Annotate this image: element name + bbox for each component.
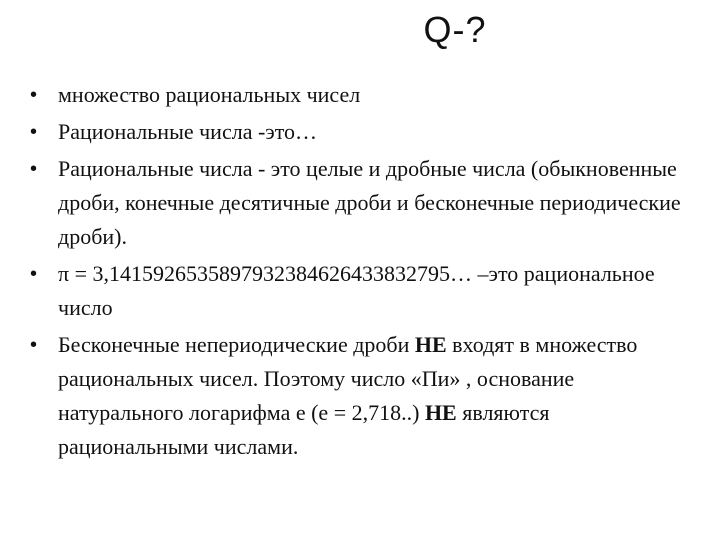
emphasis-not: НЕ (414, 332, 447, 357)
bullet-list (30, 78, 690, 464)
bullet-text-part: Бесконечные непериодические дроби (58, 332, 415, 357)
bullet-icon: • (30, 121, 38, 143)
bullet-item-2 (30, 115, 690, 149)
bullet-text-part: являются рациональными числами. (58, 400, 550, 459)
bullet-item-5 (30, 328, 690, 464)
emphasis-not: НЕ (424, 400, 457, 425)
bullet-item-1 (30, 78, 690, 112)
bullet-icon: • (30, 334, 38, 356)
bullet-item-3 (30, 152, 690, 254)
slide-title: Q-? (423, 9, 487, 50)
bullet-text: Рациональные числа -это… (58, 119, 318, 144)
bullet-icon: • (30, 263, 38, 285)
bullet-item-4 (30, 257, 690, 325)
bullet-text: π = 3,1415926535897932384626433832795… –это рациональное число (58, 261, 655, 320)
bullet-icon: • (30, 84, 38, 106)
bullet-text-part: входят в множество рациональных чисел. Поэтому число «Пи» , основание натурального логарифма е (е = 2,718..) (58, 332, 638, 425)
bullet-text: Рациональные числа - это целые и дробные числа (обыкновенные дроби, конечные десятичные дроби и бесконечные периодические дроби). (58, 156, 681, 249)
bullet-text: множество рациональных чисел (58, 82, 361, 107)
bullet-icon: • (30, 158, 38, 180)
